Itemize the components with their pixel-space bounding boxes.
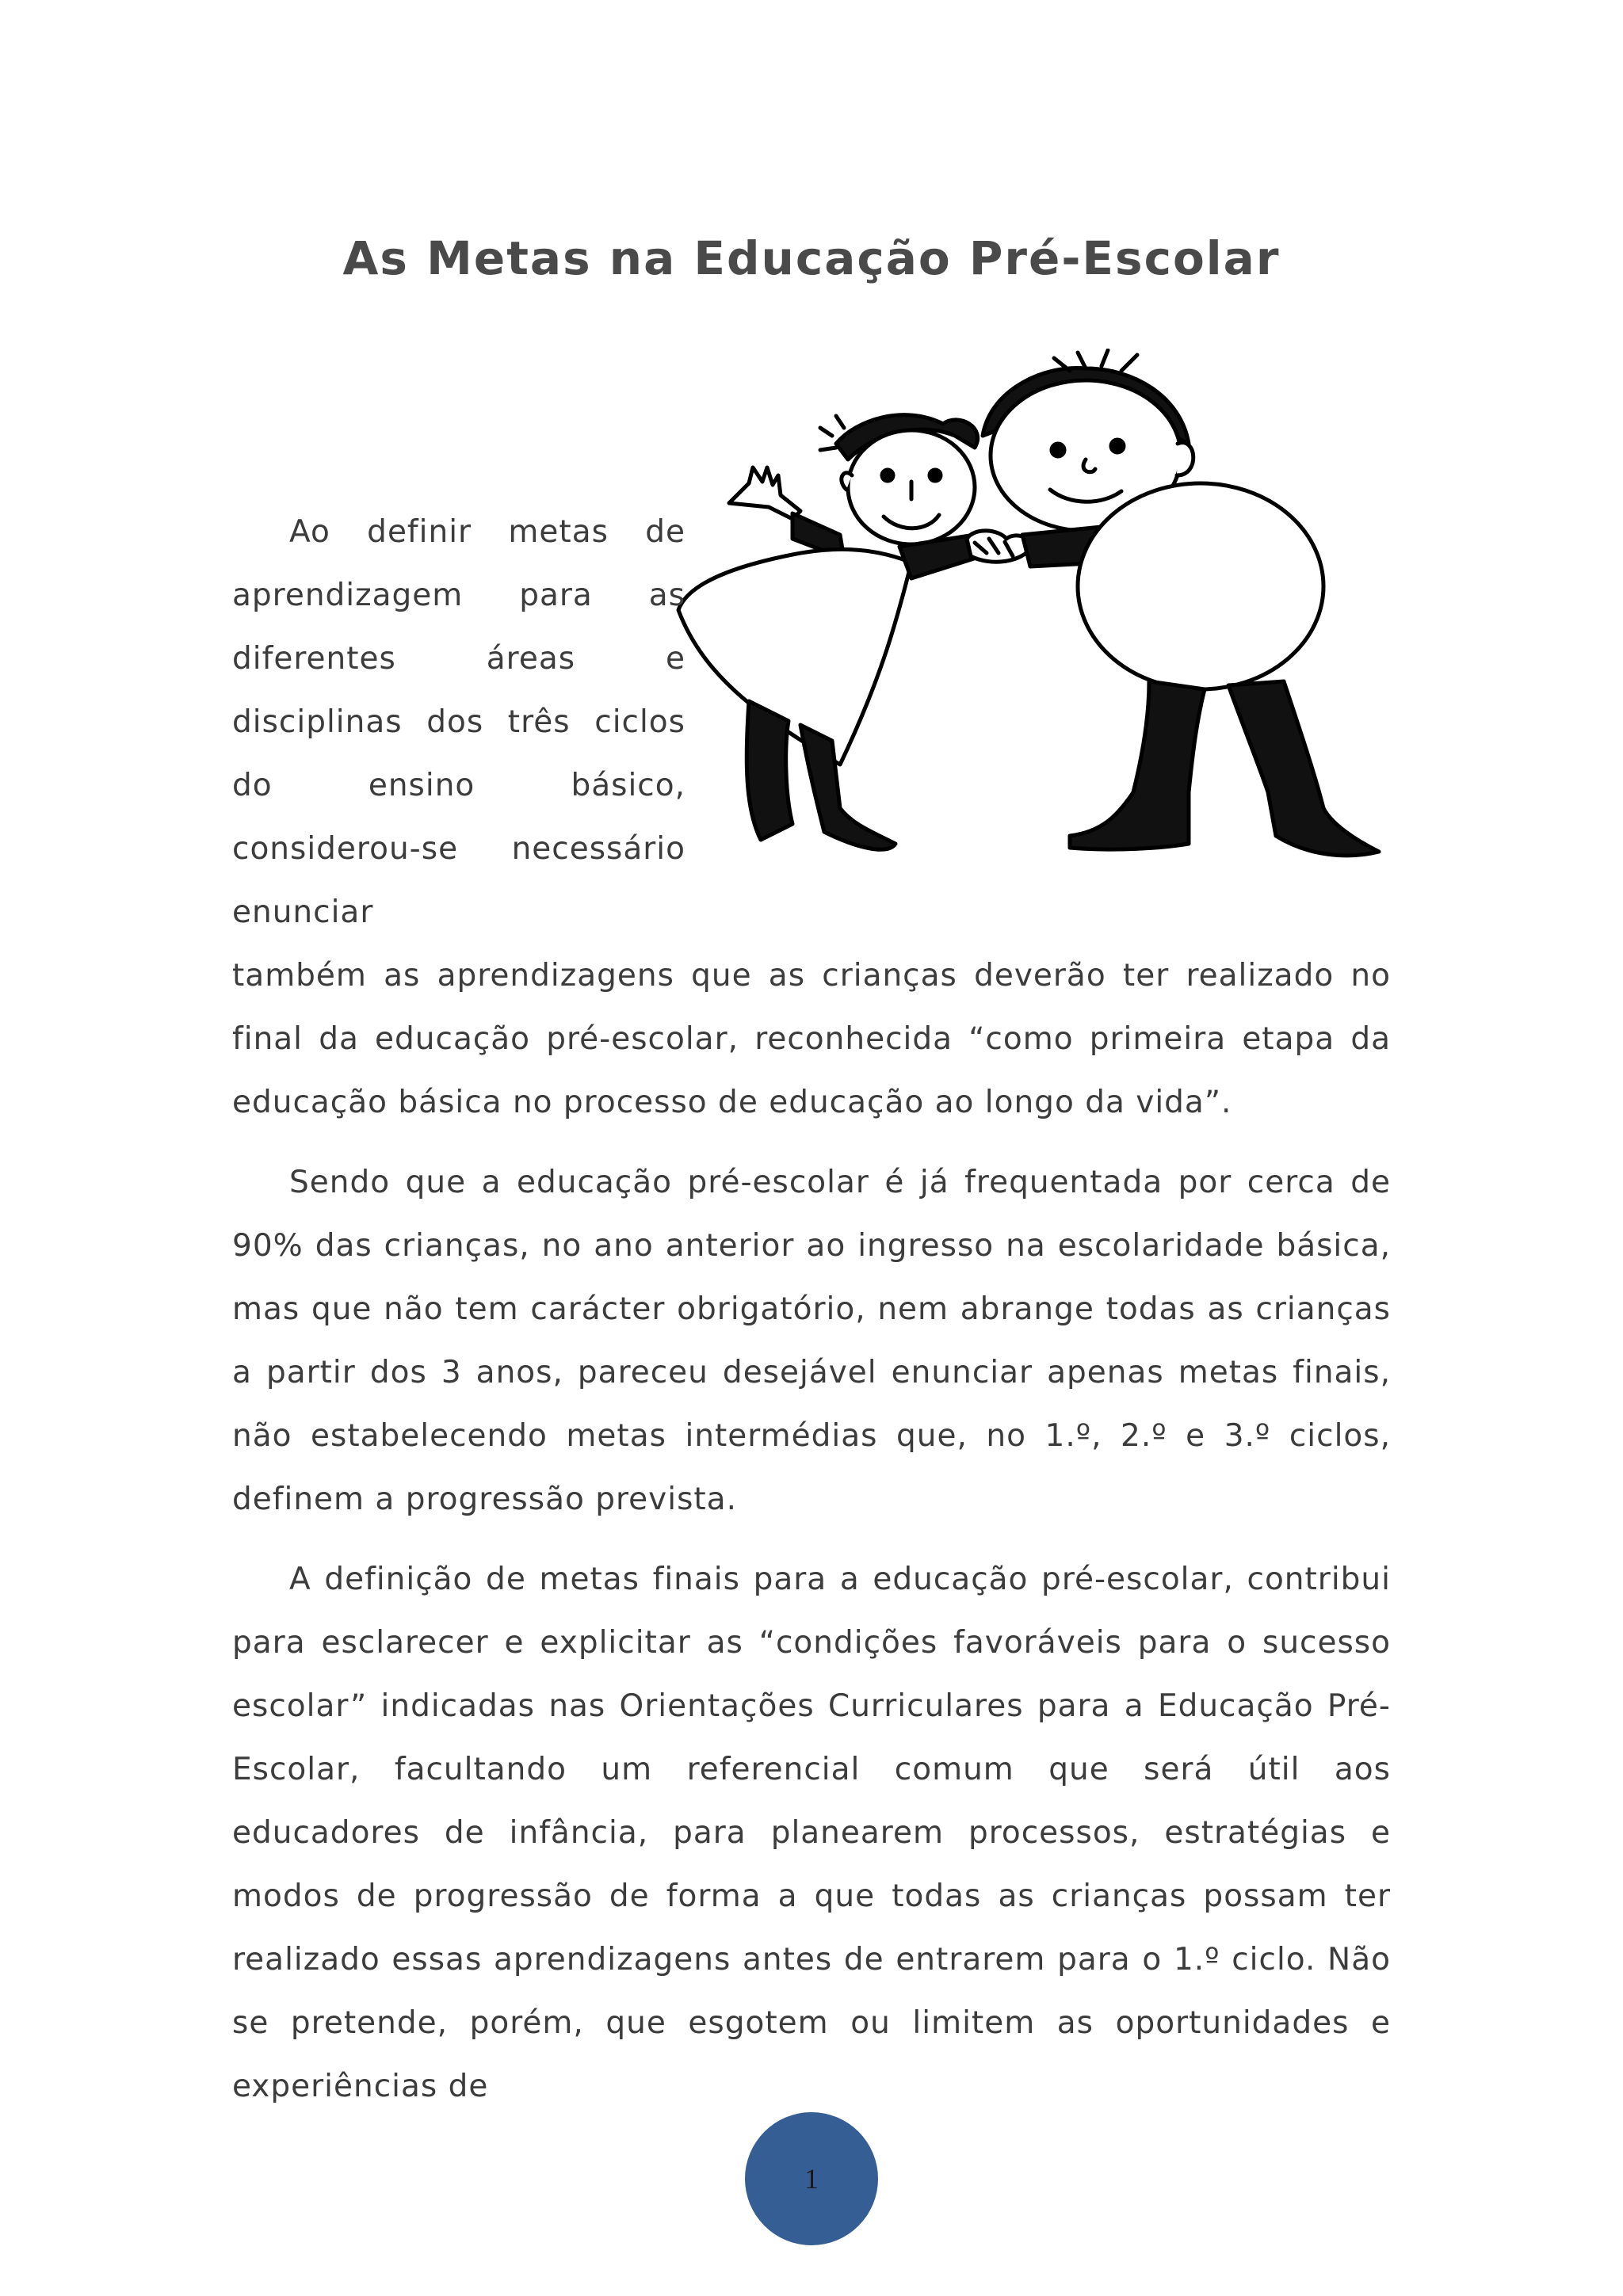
page-number: 1 [804,2163,819,2195]
page-number-badge [745,2112,878,2245]
paragraph-1-wrapped: Ao definir metas de aprendizagem para as diferentes áreas e disciplinas dos três ciclos do ensino básico, considerou-se necessário enunciar [232,514,685,930]
paragraph-2: Sendo que a educação pré-escolar é já frequentada por cerca de 90% das crianças, no ano anterior ao ingresso na escolaridade básica, mas que não tem carácter obrigatório, nem abrange todas as crianças a partir dos 3 anos, pareceu desejável enunciar apenas metas finais, não estabelecendo metas intermédias que, no 1.º, 2.º e 3.º ciclos, definem a progressão prevista. [232,1165,1391,1517]
paragraph-1-continuation: também as aprendizagens que as crianças deverão ter realizado no final da educação pré-escolar, reconhecida “como primeira etapa da educação básica no processo de educação ao longo da vida”. [232,958,1391,1120]
paragraph-3: A definição de metas finais para a educação pré-escolar, contribui para esclarecer e explicitar as “condições favoráveis para o sucesso escolar” indicadas nas Orientações Curriculares para a Educação Pré-Escolar, facultando um referencial comum que será útil aos educadores de infância, para planearem processos, estratégias e modos de progressão de forma a que todas as crianças possam ter realizado essas aprendizagens antes de entrarem para o 1.º ciclo. Não se pretende, porém, que esgotem ou limitem as oportunidades e experiências de [232,1562,1391,2104]
page-title: As Metas na Educação Pré-Escolar [342,231,1281,285]
body-text [232,501,1391,2119]
